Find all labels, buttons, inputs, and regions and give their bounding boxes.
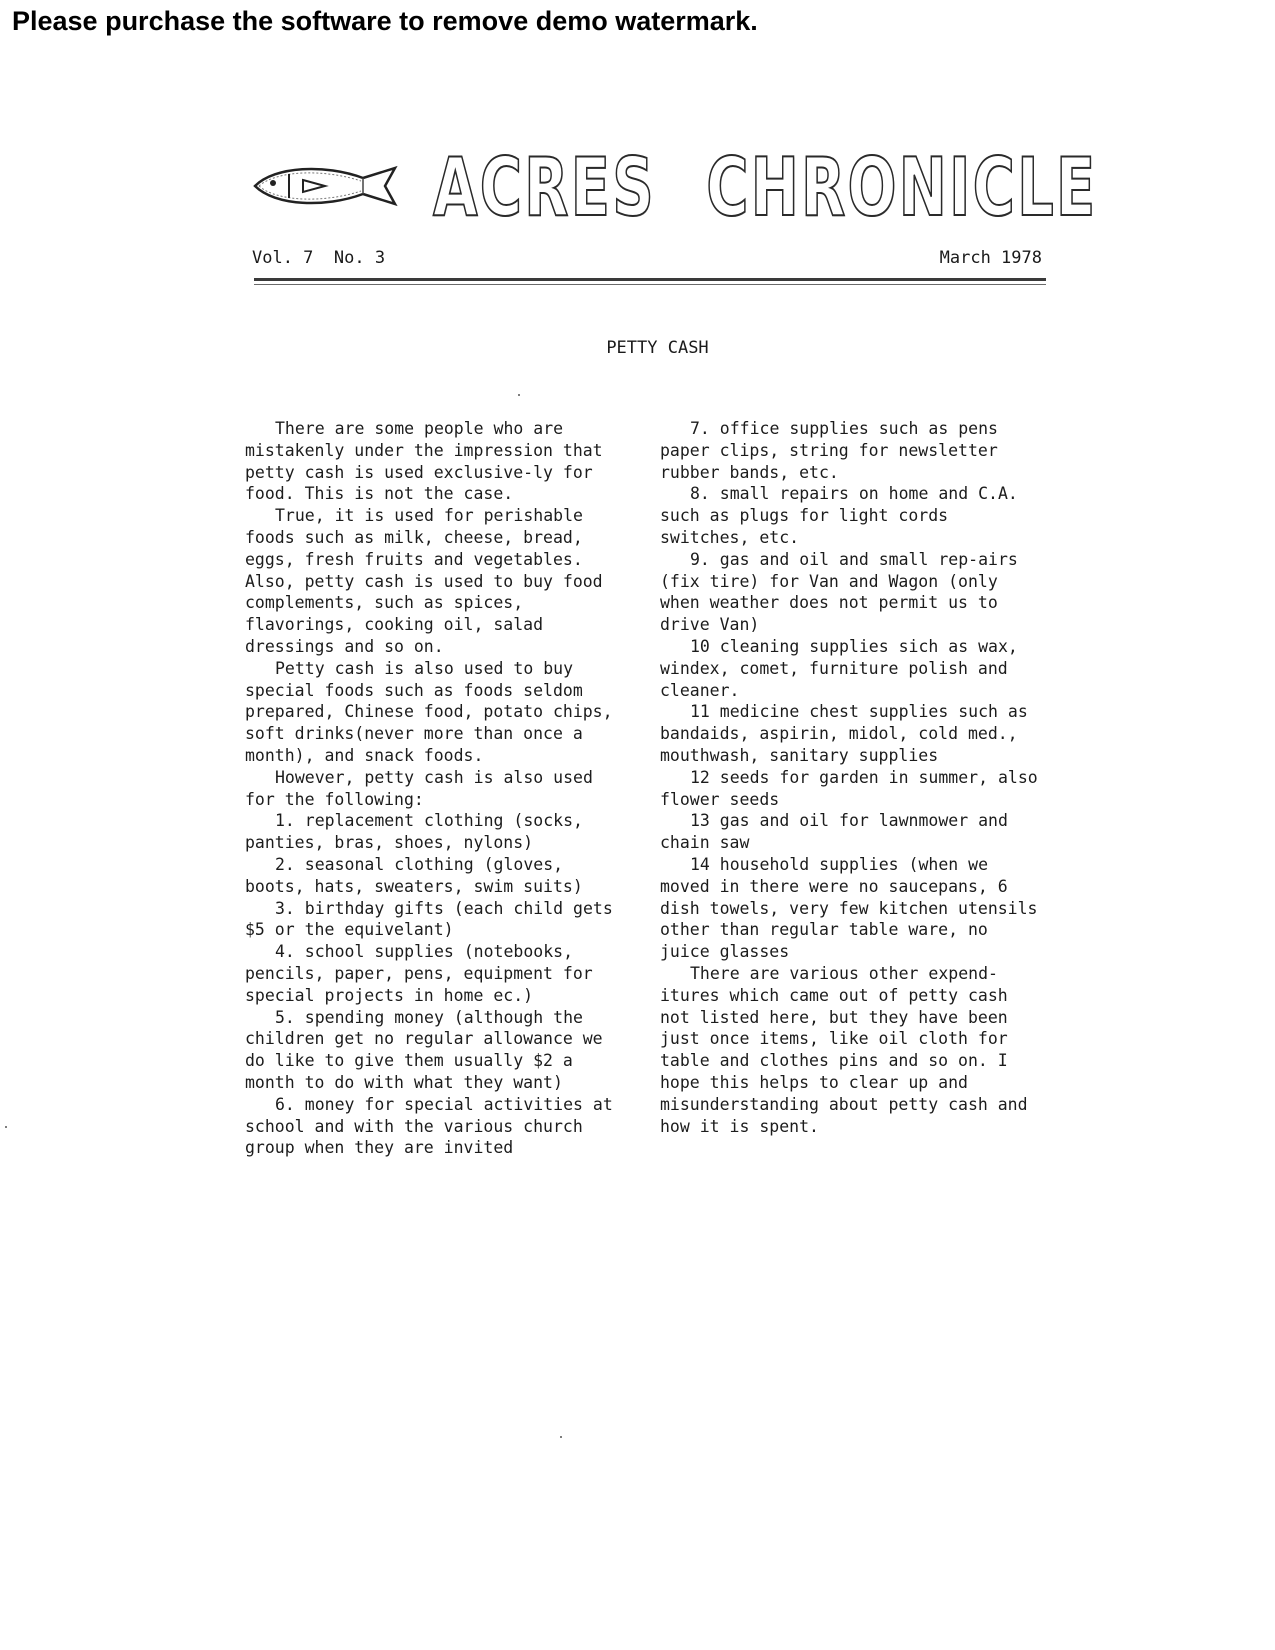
list-item: 11 medicine chest supplies such as bandaids, aspirin, midol, cold med., mouthwash, sanitary supplies <box>660 702 1028 765</box>
list-item: 1. replacement clothing (socks, panties, bras, shoes, nylons) <box>245 811 583 853</box>
paragraph: There are various other expend-itures which came out of petty cash not listed here, but they have been just once items, like oil cloth for table and clothes pins and so on. I hope this helps to clear up and misunderstanding about petty cash and how it is spent. <box>660 963 1028 1136</box>
list-item: 8. small repairs on home and C.A. such as plugs for light cords switches, etc. <box>660 484 1018 547</box>
list-item: 14 household supplies (when we moved in there were no saucepans, 6 dish towels, very few kitchen utensils other than regular table ware, no juice glasses <box>660 854 1038 962</box>
paragraph: There are some people who are mistakenly under the impression that petty cash is used exclusive-ly for food. This is not the case. <box>245 419 603 504</box>
issue-date: March 1978 <box>939 248 1042 268</box>
masthead-rule <box>254 278 1046 281</box>
list-item: 13 gas and oil for lawnmower and chain saw <box>660 811 1008 853</box>
list-item: 5. spending money (although the children get no regular allowance we do like to give them usually $2 a month to do with what they want) <box>245 1007 603 1092</box>
fish-icon <box>245 160 410 212</box>
title-word-chronicle: CHRONICLE <box>706 141 1098 234</box>
list-item: 12 seeds for garden in summer, also flower seeds <box>660 767 1038 809</box>
list-item: 6. money for special activities at school and with the various church group when they are invited <box>245 1094 613 1158</box>
issue-line <box>252 248 1042 268</box>
scan-speck <box>518 394 520 396</box>
article-column-left <box>245 418 625 1159</box>
list-item: 7. office supplies such as pens paper clips, string for newsletter rubber bands, etc. <box>660 419 998 482</box>
paragraph: However, petty cash is also used for the following: <box>245 767 593 809</box>
volume-number: Vol. 7 No. 3 <box>252 248 386 268</box>
paragraph: True, it is used for perishable foods such as milk, cheese, bread, eggs, fresh fruits and vegetables. Also, petty cash is used to buy food complements, such as spices, flavorings, cooking oil, salad dressings and so on. <box>245 506 603 656</box>
scan-speck <box>5 1126 7 1128</box>
article-headline: PETTY CASH <box>606 338 709 358</box>
masthead-rule-thin <box>254 284 1046 285</box>
list-item: 4. school supplies (notebooks, pencils, paper, pens, equipment for special projects in home ec.) <box>245 942 593 1005</box>
article-column-right <box>660 418 1040 1137</box>
demo-watermark: Please purchase the software to remove demo watermark. <box>12 6 758 36</box>
list-item: 3. birthday gifts (each child gets $5 or the equivelant) <box>245 898 613 940</box>
title-word-acres: ACRES <box>433 141 656 234</box>
list-item: 10 cleaning supplies sich as wax, windex, comet, furniture polish and cleaner. <box>660 636 1018 700</box>
paragraph: Petty cash is also used to buy special foods such as foods seldom prepared, Chinese food, potato chips, soft drinks(never more than once a month), and snack foods. <box>245 658 613 765</box>
masthead <box>245 141 1098 240</box>
list-item: 2. seasonal clothing (gloves, boots, hats, sweaters, swim suits) <box>245 854 583 896</box>
masthead-title <box>433 141 1098 234</box>
scan-speck <box>560 1436 562 1438</box>
list-item: 9. gas and oil and small rep-airs (fix tire) for Van and Wagon (only when weather does not permit us to drive Van) <box>660 549 1018 635</box>
